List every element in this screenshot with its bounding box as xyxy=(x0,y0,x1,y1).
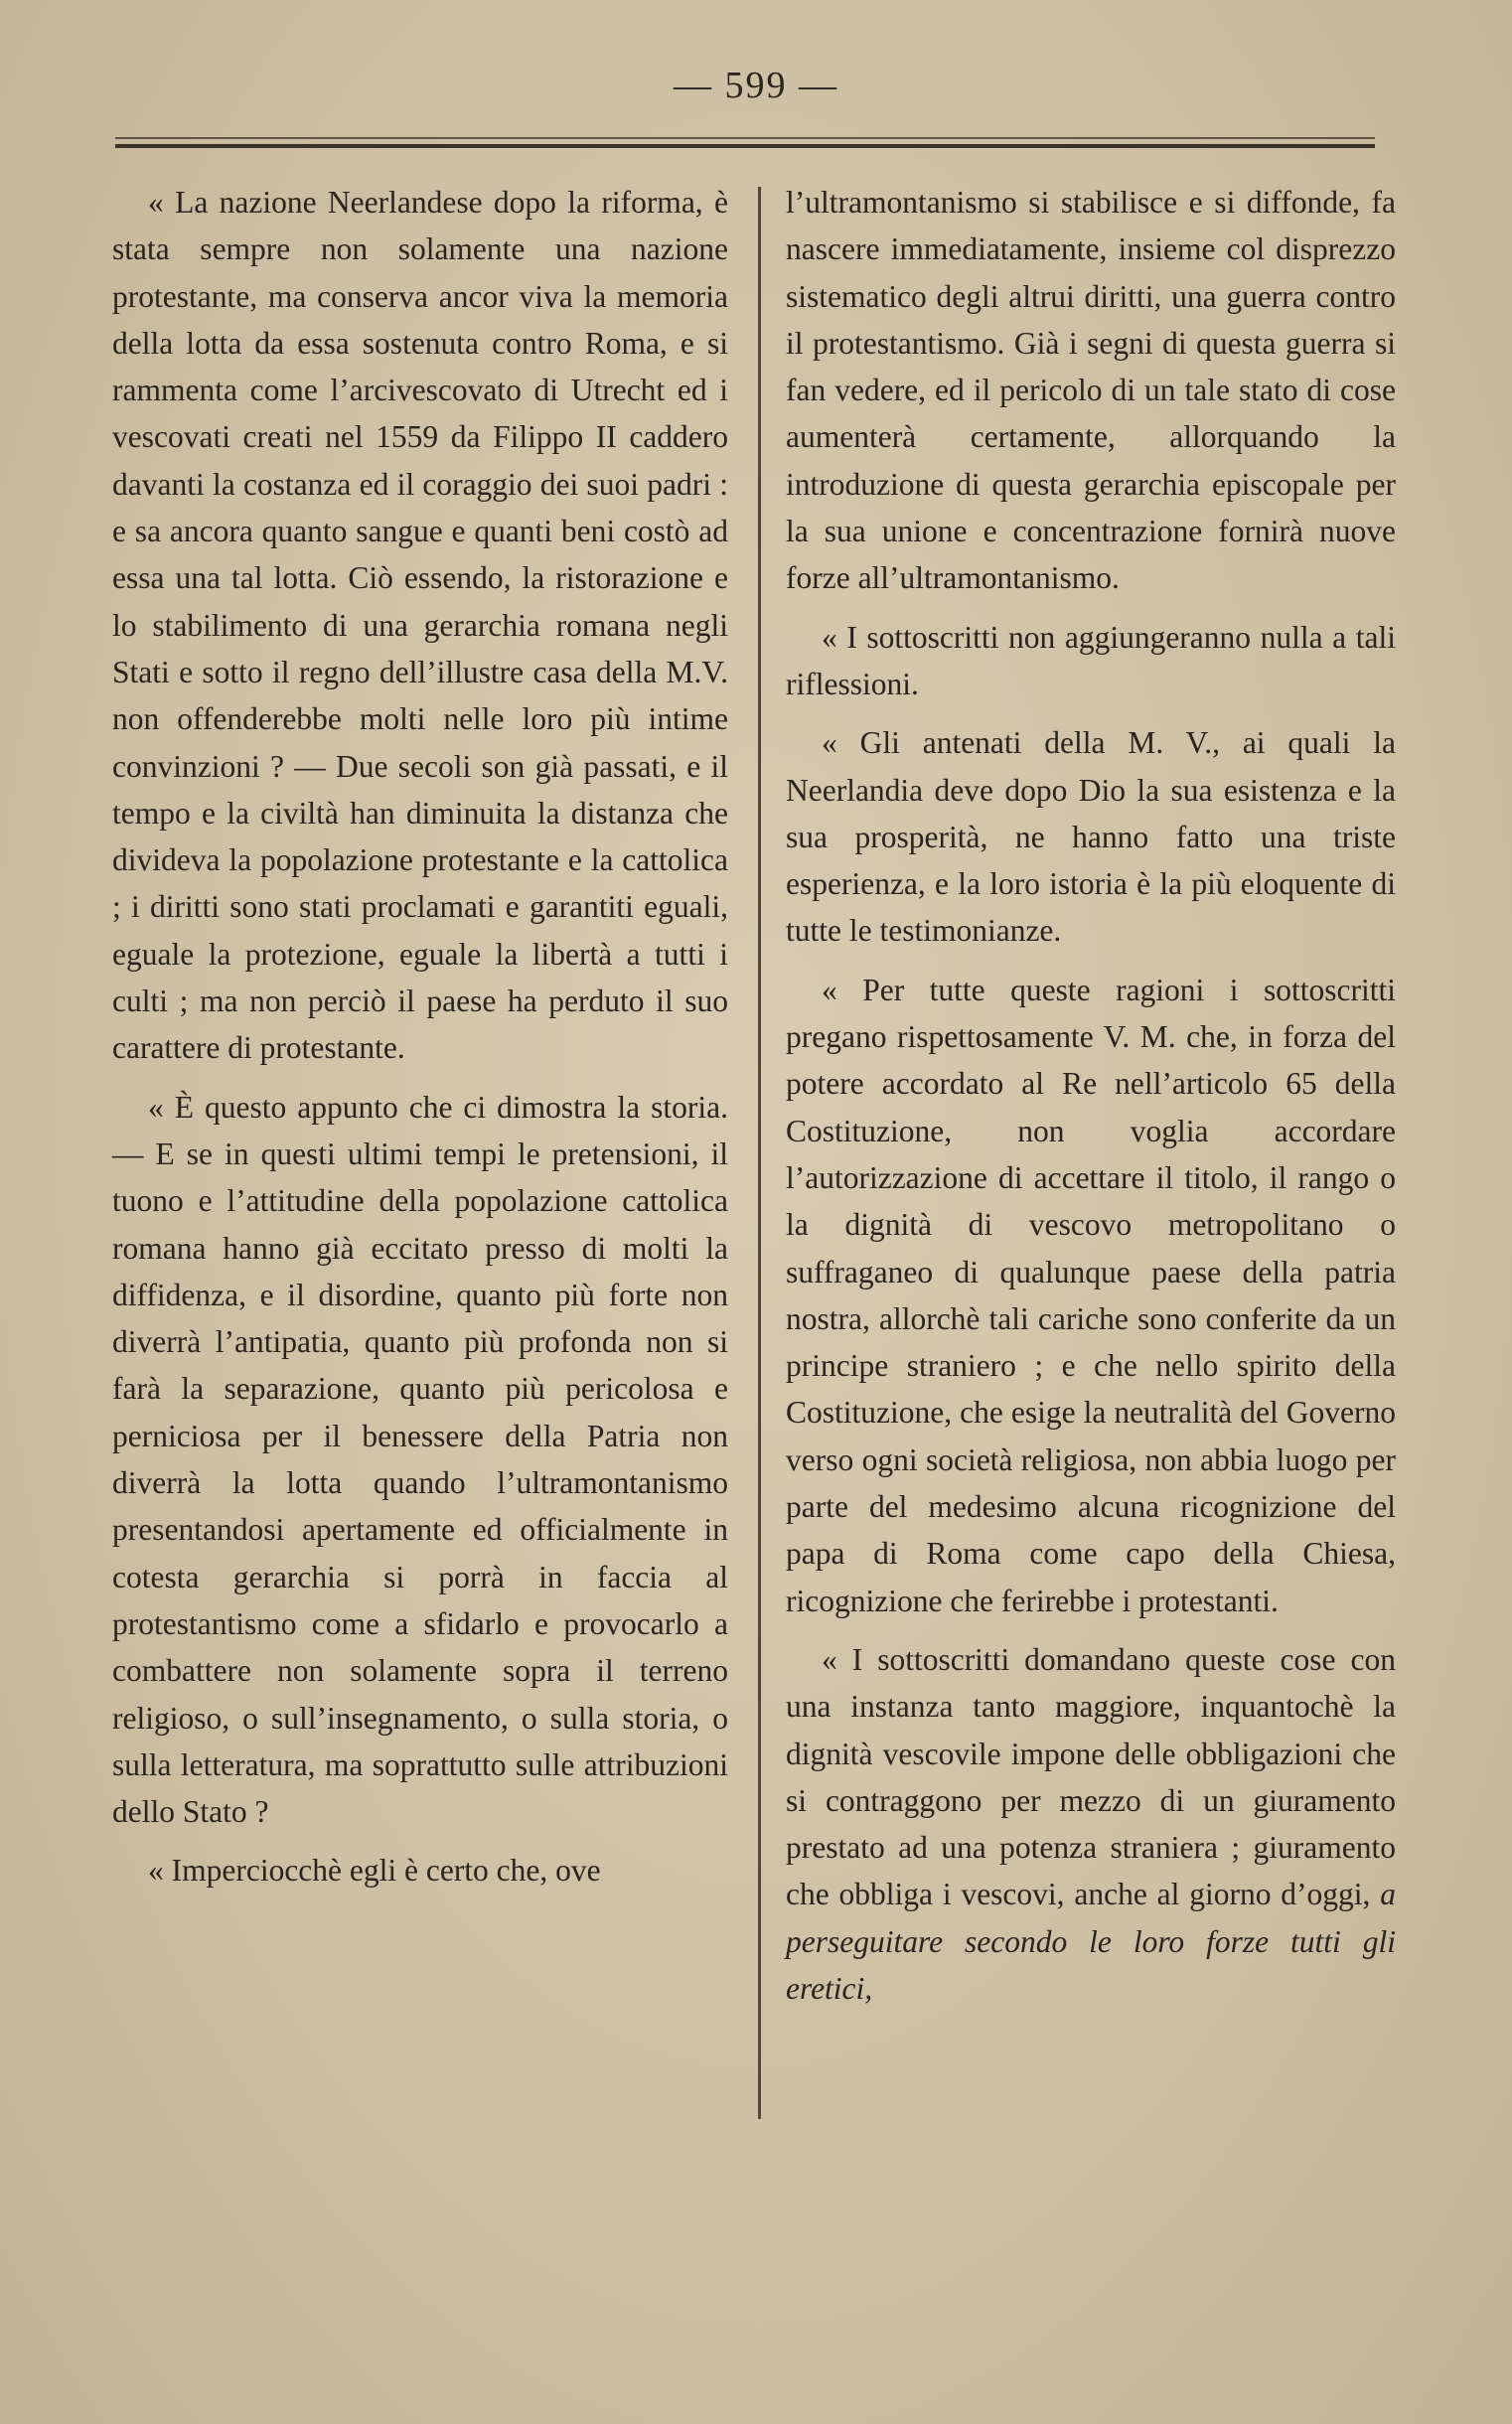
italic-quote: a perseguitare secondo le loro forze tutti gli eretici, xyxy=(786,1877,1396,2006)
header-rule-thick xyxy=(115,144,1375,148)
left-column xyxy=(112,179,728,1906)
page-number: — 599 — xyxy=(674,65,838,106)
paragraph: « La nazione Neerlandese dopo la riforma, è stata sempre non solamente una nazione protestante, ma conserva ancor viva la memoria della lotta da essa sostenuta contro Roma, e si rammenta come l’arcivescovato di Utrecht ed i vescovati creati nel 1559 da Filippo II caddero davanti la costanza ed il coraggio dei suoi padri : e sa ancora quanto sangue e quanti beni costò ad essa una tal lotta. Ciò essendo, la ristorazione e lo stabilimento di una gerarchia romana negli Stati e sotto il regno dell’illustre casa della M.V. non offenderebbe molti nelle loro più intime convinzioni ? — Due secoli son già passati, e il tempo e la civiltà han diminuita la distanza che divideva la popolazione protestante e la cattolica ; i diritti sono stati proclamati e garantiti eguali, eguale la protezione, eguale la libertà a tutti i culti ; ma non perciò il paese ha perduto il suo carattere di protestante. xyxy=(112,185,728,1066)
right-column xyxy=(786,179,1396,2024)
header-rule-thin xyxy=(115,137,1375,139)
paragraph: « Imperciocchè egli è certo che, ove xyxy=(148,1853,601,1889)
paragraph: « I sottoscritti non aggiungeranno nulla a tali riflessioni. xyxy=(786,619,1396,701)
paragraph: « Gli antenati della M. V., ai quali la Neerlandia deve dopo Dio la sua esistenza e la sua prosperità, ne hanno fatto una triste esperienza, e la loro istoria è la più eloquente di tutte le testimonianze. xyxy=(786,725,1396,949)
column-divider xyxy=(758,187,761,2119)
paragraph: « È questo appunto che ci dimostra la storia. — E se in questi ultimi tempi le pretensioni, il tuono e l’attitudine della popolazione cattolica romana hanno già eccitato presso di molti la diffidenza, e il disordine, quanto più forte non diverrà l’antipatia, quanto più profonda non si farà la separazione, quanto più pericolosa e perniciosa per il benessere della Patria non diverrà la lotta quando l’ultramontanismo presentandosi apertamente ed officialmente in cotesta gerarchia si porrà in faccia al protestantismo come a sfidarlo e provocarlo a combattere non solamente sopra il terreno religioso, o sull’insegnamento, o sulla storia, o sulla letteratura, ma soprattutto sulle attribuzioni dello Stato ? xyxy=(112,1089,728,1830)
paragraph xyxy=(786,1636,1396,2012)
paragraph: « Per tutte queste ragioni i sottoscritti pregano rispettosamente V. M. che, in forza del potere accordato al Re nell’articolo 65 della Costituzione, non voglia accordare l’autorizzazione di accettare il titolo, il rango o la dignità di vescovo metropolitano o suffraganeo di qualunque paese della patria nostra, allorchè tali cariche sono conferite da un principe straniero ; e che nello spirito della Costituzione, che esige la neutralità del Governo verso ogni società religiosa, non abbia luogo per parte del medesimo alcuna ricognizione del papa di Roma come capo della Chiesa, ricognizione che ferirebbe i protestanti. xyxy=(786,972,1396,1618)
paragraph-text: « I sottoscritti domandano queste cose con una instanza tanto maggiore, inquantochè la dignità vescovile impone delle obbligazioni che si contraggono per mezzo di un giuramento prestato ad una potenza straniera ; giuramento che obbliga i vescovi, anche al giorno d’oggi, xyxy=(786,1641,1396,1912)
paragraph-continued: l’ultramontanismo si stabilisce e si diffonde, fa nascere immediatamente, insieme col disprezzo sistematico degli altrui diritti, una guerra contro il protestantismo. Già i segni di questa guerra si fan vedere, ed il pericolo di un tale stato di cose aumenterà certamente, allorquando la introduzione di questa gerarchia episcopale per la sua unione e concentrazione fornirà nuove forze all’ultramontanismo. xyxy=(786,185,1396,596)
